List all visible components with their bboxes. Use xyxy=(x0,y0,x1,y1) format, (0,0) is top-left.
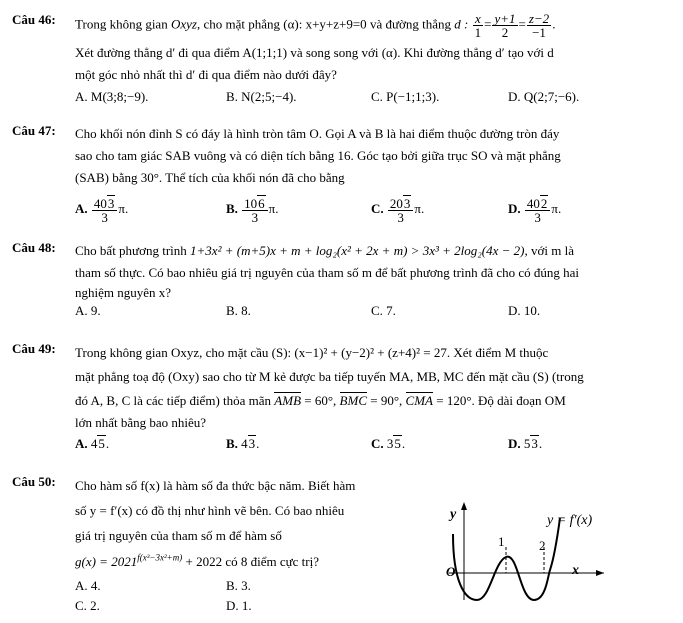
y-label: y xyxy=(450,507,457,522)
question-47-line-1: Cho khối nón đỉnh S có đáy là hình tròn tâm O. Gọi A và B là hai điểm thuộc đường tròn đáy xyxy=(75,126,560,141)
derivative-graph xyxy=(444,500,614,605)
question-48-label: Câu 48: xyxy=(12,240,56,255)
option-50-a[interactable]: A. 4. xyxy=(75,578,101,593)
question-49-line-4: lớn nhất bằng bao nhiêu? xyxy=(75,415,207,430)
option-46-b[interactable]: B. N(2;5;−4). xyxy=(226,89,297,104)
question-48-line-3: nghiệm nguyên x? xyxy=(75,285,172,300)
question-48-line-2: tham số thực. Có bao nhiêu giá trị nguyên của tham số m để bất phương trình đã cho có đúng hai xyxy=(75,265,580,280)
option-46-d[interactable]: D. Q(2;7;−6). xyxy=(508,89,580,104)
tick-label-1: 1 xyxy=(498,534,505,549)
question-49-label: Câu 49: xyxy=(12,341,56,356)
option-49-b[interactable]: B. 43. xyxy=(226,436,260,451)
question-50-line-4: $g(x) = 2021^{f(x^3-3x^2+m)} + 2022$ có 8 điểm cực trị? xyxy=(75,552,319,569)
question-50-body xyxy=(75,498,415,575)
option-50-b[interactable]: B. 3. xyxy=(226,578,251,593)
question-48-line-1: Cho bất phương trình 1+3x² + (m+5)x + m + log₂(x² + 2x + m) > 3x³ + 2log₂(4x − 2), với m là xyxy=(75,243,574,258)
question-46-label: Câu 46: xyxy=(12,12,56,27)
option-46-c[interactable]: C. P(−1;1;3). xyxy=(371,89,440,104)
option-49-c[interactable]: C. 35. xyxy=(371,436,406,451)
question-48-options xyxy=(75,302,674,320)
option-49-a[interactable]: A. 45. xyxy=(75,436,110,451)
question-50-line-1: Cho hàm số f(x) là hàm số đa thức bậc năm. Biết hàm xyxy=(75,478,356,493)
option-47-a[interactable]: A. $\frac{403}{3}$ π. xyxy=(75,195,129,225)
option-48-d[interactable]: D. 10. xyxy=(508,303,541,318)
question-50-line-2: số y = f′(x) có đồ thị như hình vẽ bên. Có bao nhiêu xyxy=(75,503,345,518)
function-label: y = f′(x) xyxy=(547,513,593,528)
fraction-z: $\frac{z-2}{-1}$ xyxy=(528,11,550,40)
fraction-y: $\frac{y+1}{2}$ xyxy=(494,11,516,40)
question-47-options xyxy=(75,189,674,229)
fraction-x: $\frac{x}{1}$ xyxy=(474,11,482,40)
option-47-d[interactable]: D. $\frac{402}{3}$ π. xyxy=(508,195,562,225)
option-48-c[interactable]: C. 7. xyxy=(371,303,396,318)
question-46-line-3: một góc nhỏ nhất thì d′ đi qua điểm nào dưới đây? xyxy=(75,67,337,82)
origin-label: O xyxy=(446,564,456,579)
question-46-line-1: Trong không gian Oxyz, cho mặt phẳng (α): x+y+z+9=0 và đường thẳng d : $\frac{x}{1}$ = $\frac{y+1}{2}$ = $\frac{z-2}{-1}$ . xyxy=(75,11,556,40)
question-49-options xyxy=(75,433,674,455)
question-50-label: Câu 50: xyxy=(12,474,56,489)
question-49-line-2: mặt phẳng toạ độ (Oxy) sao cho từ M kẻ được ba tiếp tuyến MA, MB, MC đến mặt cầu (S) (trong xyxy=(75,369,584,384)
tick-label-2: 2 xyxy=(539,538,546,553)
y-axis-arrow xyxy=(461,502,467,510)
question-46-line-2: Xét đường thẳng d′ đi qua điểm A(1;1;1) và song song với (α). Khi đường thẳng d′ tạo với d xyxy=(75,45,554,60)
x-axis-arrow xyxy=(596,570,604,576)
option-46-a[interactable]: A. M(3;8;−9). xyxy=(75,89,149,104)
option-47-b[interactable]: B. $\frac{106}{3}$ π. xyxy=(226,195,279,225)
x-label: x xyxy=(572,563,579,578)
option-50-c[interactable]: C. 2. xyxy=(75,598,100,613)
option-49-d[interactable]: D. 53. xyxy=(508,436,543,451)
question-50-options xyxy=(75,576,415,616)
question-49-line-3: đó A, B, C là các tiếp điểm) thỏa mãn AMB = 60°, BMC = 90°, CMA = 120°. Độ dài đoạn OM xyxy=(75,393,566,408)
option-48-b[interactable]: B. 8. xyxy=(226,303,251,318)
question-47-line-3: (SAB) bằng 30°. Thể tích của khối nón đã cho bằng xyxy=(75,170,345,185)
question-47-line-2: sao cho tam giác SAB vuông và có diện tích bằng 16. Góc tạo bởi giữa trục SO và mặt phẳng xyxy=(75,148,561,163)
option-48-a[interactable]: A. 9. xyxy=(75,303,101,318)
question-50-line-3: giá trị nguyên của tham số m để hàm số xyxy=(75,528,282,543)
question-49-line-1: Trong không gian Oxyz, cho mặt cầu (S): (x−1)² + (y−2)² + (z+4)² = 27. Xét điểm M thuộc xyxy=(75,345,549,360)
option-47-c[interactable]: C. $\frac{203}{3}$ π. xyxy=(371,195,425,225)
question-46-options xyxy=(75,86,674,108)
option-50-d[interactable]: D. 1. xyxy=(226,598,252,613)
question-47-label: Câu 47: xyxy=(12,123,56,138)
